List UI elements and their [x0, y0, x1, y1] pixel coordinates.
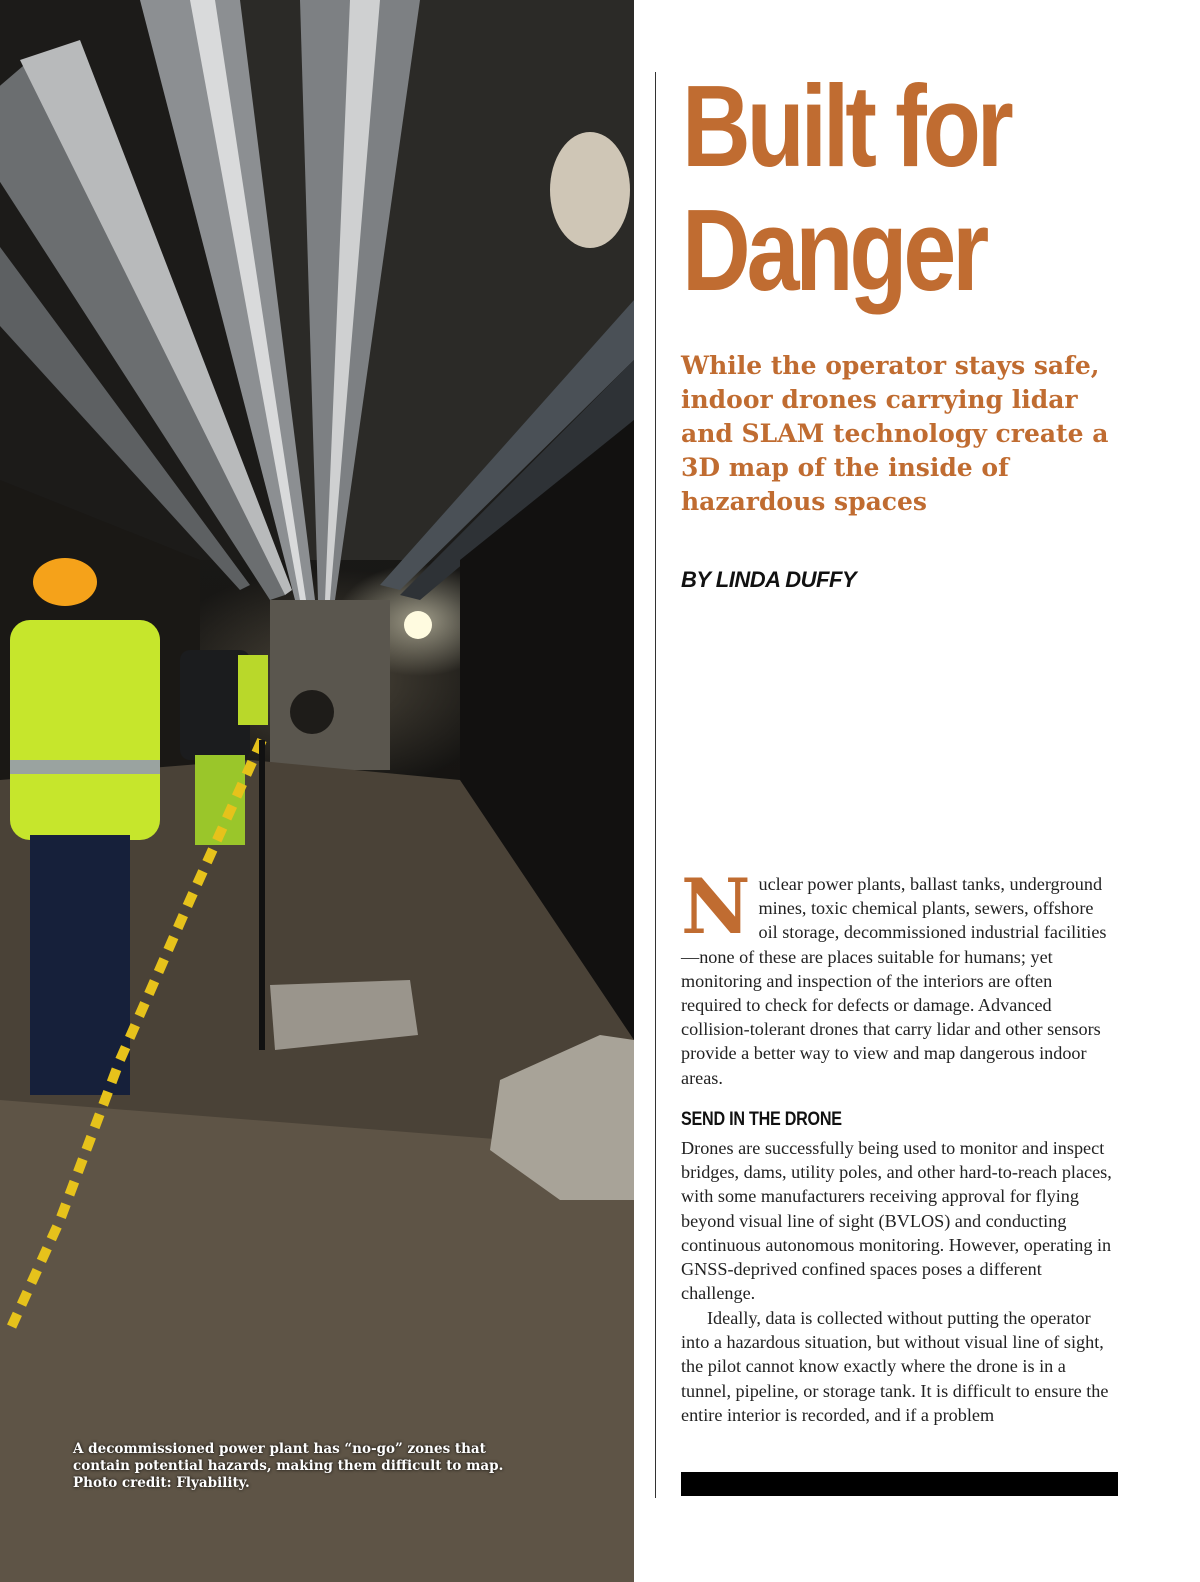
paragraph-intro-text: uclear power plants, ballast tanks, underground mines, toxic chemical plants, sewers, offshore oil storage, decommissioned industrial facilities—none of these are places suitable for humans; yet monitoring and inspection of the interiors are often required to check for defects or damage. Advanced collision-tolerant drones that carry lidar and other sensors provide a better way to view and map dangerous indoor areas. [681, 874, 1107, 1088]
article-deck: While the operator stays safe, indoor drones carrying lidar and SLAM technology create a 3D map of the inside of hazardous spaces [681, 351, 1109, 516]
drop-cap: N [681, 862, 751, 951]
photo-caption: A decommissioned power plant has “no-go” zones that contain potential hazards, making them difficult to map. Photo credit: Flyability. [73, 1441, 504, 1491]
title-line-2: Danger [682, 185, 986, 315]
title-line-1: Built for [682, 61, 1010, 191]
byline: BY LINDA DUFFY [681, 567, 857, 592]
column-divider [655, 72, 656, 1498]
paragraph-3: Ideally, data is collected without putting the operator into a hazardous situation, but without visual line of sight, the pilot cannot know exactly where the drone is in a tunnel, pipeline, or storage tank. It is difficult to ensure the entire interior is recorded, and if a problem [681, 1308, 1109, 1425]
section-heading: SEND IN THE DRONE [681, 1109, 842, 1130]
footer-bar [681, 1472, 1118, 1496]
paragraph-2: Drones are successfully being used to monitor and inspect bridges, dams, utility poles, and other hard-to-reach places, with some manufacturers receiving approval for flying beyond visual line of sight (BVLOS) and conducting continuous autonomous monitoring. However, operating in GNSS-deprived confined spaces poses a different challenge. [681, 1138, 1112, 1304]
article-title [682, 61, 1092, 315]
paragraph-intro [681, 862, 1117, 1090]
